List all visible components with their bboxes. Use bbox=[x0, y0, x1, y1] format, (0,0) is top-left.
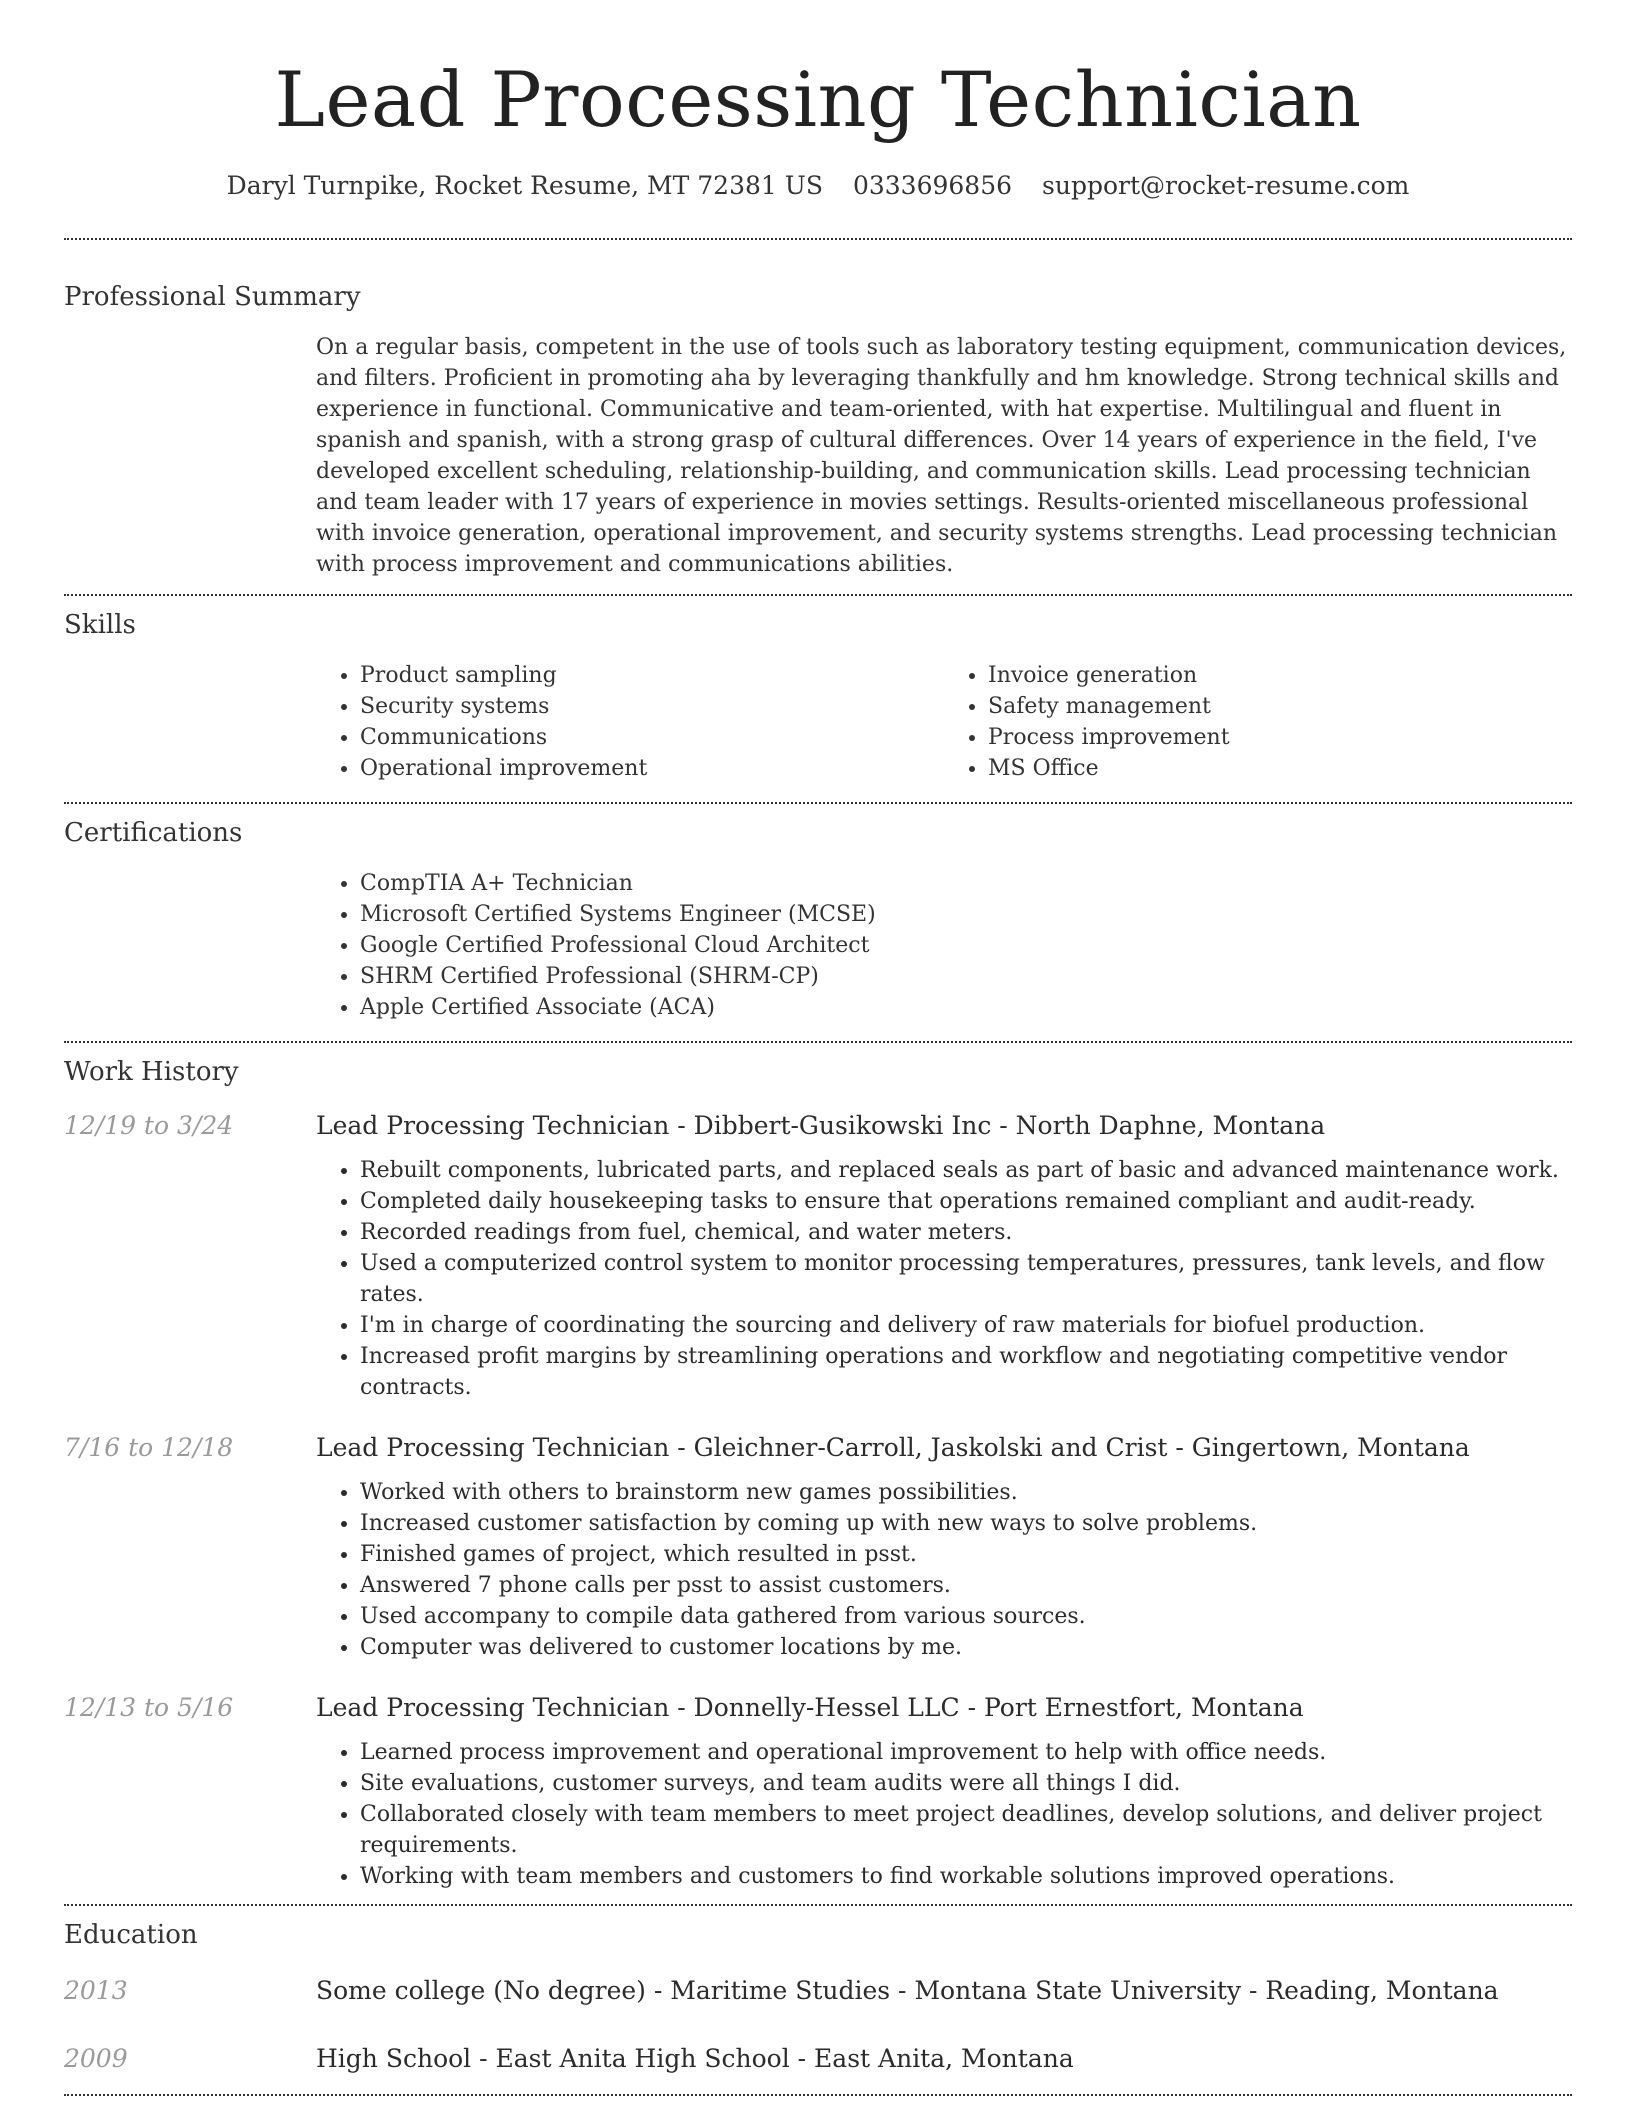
education-heading: Education bbox=[64, 1920, 198, 1950]
skill-item: • Operational improvement bbox=[360, 753, 944, 784]
job-details bbox=[316, 1155, 1572, 1403]
job-title: Lead Processing Technician - Gleichner-Carroll, Jaskolski and Crist - Gingertown, Montana bbox=[316, 1433, 1470, 1462]
education-divider bbox=[64, 2094, 1572, 2096]
job-entry bbox=[64, 1109, 1572, 1403]
summary-content bbox=[316, 332, 1572, 580]
job-entry bbox=[64, 1431, 1572, 1663]
resume-title: Lead Processing Technician bbox=[274, 55, 1362, 144]
skill-item: • Product sampling bbox=[360, 660, 944, 691]
work-history-section bbox=[64, 1043, 1572, 1892]
resume-page bbox=[64, 0, 1572, 2096]
certification-item: • Apple Certified Associate (ACA) bbox=[360, 992, 1572, 1023]
job-bullet: • Collaborated closely with team members to meet project deadlines, develop solutions, and deliver project requirements. bbox=[360, 1799, 1572, 1861]
job-bullet: • Completed daily housekeeping tasks to ensure that operations remained compliant and audit-ready. bbox=[360, 1186, 1572, 1217]
job-bullet: • Answered 7 phone calls per psst to assist customers. bbox=[360, 1570, 1572, 1601]
skill-item: • Invoice generation bbox=[988, 660, 1572, 691]
education-year: 2013 bbox=[64, 1976, 128, 2005]
work-history-heading: Work History bbox=[64, 1057, 239, 1087]
job-bullet: • Learned process improvement and operational improvement to help with office needs. bbox=[360, 1737, 1572, 1768]
job-header bbox=[64, 1109, 1572, 1143]
job-bullet: • Computer was delivered to customer locations by me. bbox=[360, 1632, 1572, 1663]
education-year: 2009 bbox=[64, 2044, 128, 2073]
job-details bbox=[316, 1737, 1572, 1892]
education-text: Some college (No degree) - Maritime Studies - Montana State University - Reading, Montana bbox=[316, 1976, 1499, 2005]
job-bullet: • Used a computerized control system to monitor processing temperatures, pressures, tank levels, and flow rates. bbox=[360, 1248, 1572, 1310]
job-details bbox=[316, 1477, 1572, 1663]
job-bullet: • Working with team members and customers to find workable solutions improved operations. bbox=[360, 1861, 1572, 1892]
job-bullet: • Rebuilt components, lubricated parts, and replaced seals as part of basic and advanced maintenance work. bbox=[360, 1155, 1572, 1186]
skill-item: • Communications bbox=[360, 722, 944, 753]
job-bullet: • Used accompany to compile data gathered from various sources. bbox=[360, 1601, 1572, 1632]
certifications-content bbox=[316, 868, 1572, 1023]
contact-line bbox=[64, 168, 1572, 204]
certification-item: • SHRM Certified Professional (SHRM-CP) bbox=[360, 961, 1572, 992]
job-bullets bbox=[316, 1737, 1572, 1892]
job-bullet: • Worked with others to brainstorm new games possibilities. bbox=[360, 1477, 1572, 1508]
summary-heading: Professional Summary bbox=[64, 282, 361, 312]
certifications-list bbox=[316, 868, 1572, 1023]
job-title: Lead Processing Technician - Dibbert-Gusikowski Inc - North Daphne, Montana bbox=[316, 1111, 1326, 1140]
skill-item: • Process improvement bbox=[988, 722, 1572, 753]
job-bullet: • I'm in charge of coordinating the sourcing and delivery of raw materials for biofuel production. bbox=[360, 1310, 1572, 1341]
certification-item: • Google Certified Professional Cloud Architect bbox=[360, 930, 1572, 961]
job-bullet: • Increased customer satisfaction by coming up with new ways to solve problems. bbox=[360, 1508, 1572, 1539]
job-dates: 12/13 to 5/16 bbox=[64, 1693, 234, 1722]
job-bullet: • Finished games of project, which resulted in psst. bbox=[360, 1539, 1572, 1570]
summary-section bbox=[64, 240, 1572, 580]
education-section bbox=[64, 1906, 1572, 2076]
job-entry bbox=[64, 1691, 1572, 1892]
contact-phone: 0333696856 bbox=[852, 171, 1013, 200]
certifications-section bbox=[64, 804, 1572, 1023]
contact-email: support@rocket-resume.com bbox=[1042, 171, 1410, 200]
job-header bbox=[64, 1431, 1572, 1465]
skill-item: • Safety management bbox=[988, 691, 1572, 722]
job-bullets bbox=[316, 1155, 1572, 1403]
certification-item: • CompTIA A+ Technician bbox=[360, 868, 1572, 899]
skills-list-left bbox=[316, 660, 944, 784]
job-dates: 12/19 to 3/24 bbox=[64, 1111, 234, 1140]
skills-list-right bbox=[944, 660, 1572, 784]
education-entry bbox=[64, 1974, 1572, 2008]
contact-address: Daryl Turnpike, Rocket Resume, MT 72381 US bbox=[226, 171, 823, 200]
skills-heading: Skills bbox=[64, 610, 136, 640]
job-title: Lead Processing Technician - Donnelly-Hessel LLC - Port Ernestfort, Montana bbox=[316, 1693, 1304, 1722]
job-bullet: • Increased profit margins by streamlining operations and workflow and negotiating competitive vendor contracts. bbox=[360, 1341, 1572, 1403]
education-entry bbox=[64, 2042, 1572, 2076]
skills-columns bbox=[316, 660, 1572, 784]
certifications-heading: Certifications bbox=[64, 818, 243, 848]
job-dates: 7/16 to 12/18 bbox=[64, 1433, 234, 1462]
education-text: High School - East Anita High School - East Anita, Montana bbox=[316, 2044, 1074, 2073]
skill-item: • MS Office bbox=[988, 753, 1572, 784]
skills-section bbox=[64, 596, 1572, 784]
certification-item: • Microsoft Certified Systems Engineer (MCSE) bbox=[360, 899, 1572, 930]
skill-item: • Security systems bbox=[360, 691, 944, 722]
job-header bbox=[64, 1691, 1572, 1725]
job-bullet: • Site evaluations, customer surveys, and team audits were all things I did. bbox=[360, 1768, 1572, 1799]
job-bullets bbox=[316, 1477, 1572, 1663]
job-bullet: • Recorded readings from fuel, chemical, and water meters. bbox=[360, 1217, 1572, 1248]
summary-text: On a regular basis, competent in the use of tools such as laboratory testing equipment, communication devices, and filters. Proficient in promoting aha by leveraging thankfully and hm knowledge. Strong technical skills and experience in functional. Communicative and team-oriented, with hat expertise. Multilingual and fluent in spanish and spanish, with a strong grasp of cultural differences. Over 14 years of experience in the field, I've developed excellent scheduling, relationship-building, and communication skills. Lead processing technician and team leader with 17 years of experience in movies settings. Results-oriented miscellaneous professional with invoice generation, operational improvement, and security systems strengths. Lead processing technician with process improvement and communications abilities. bbox=[316, 335, 1567, 577]
